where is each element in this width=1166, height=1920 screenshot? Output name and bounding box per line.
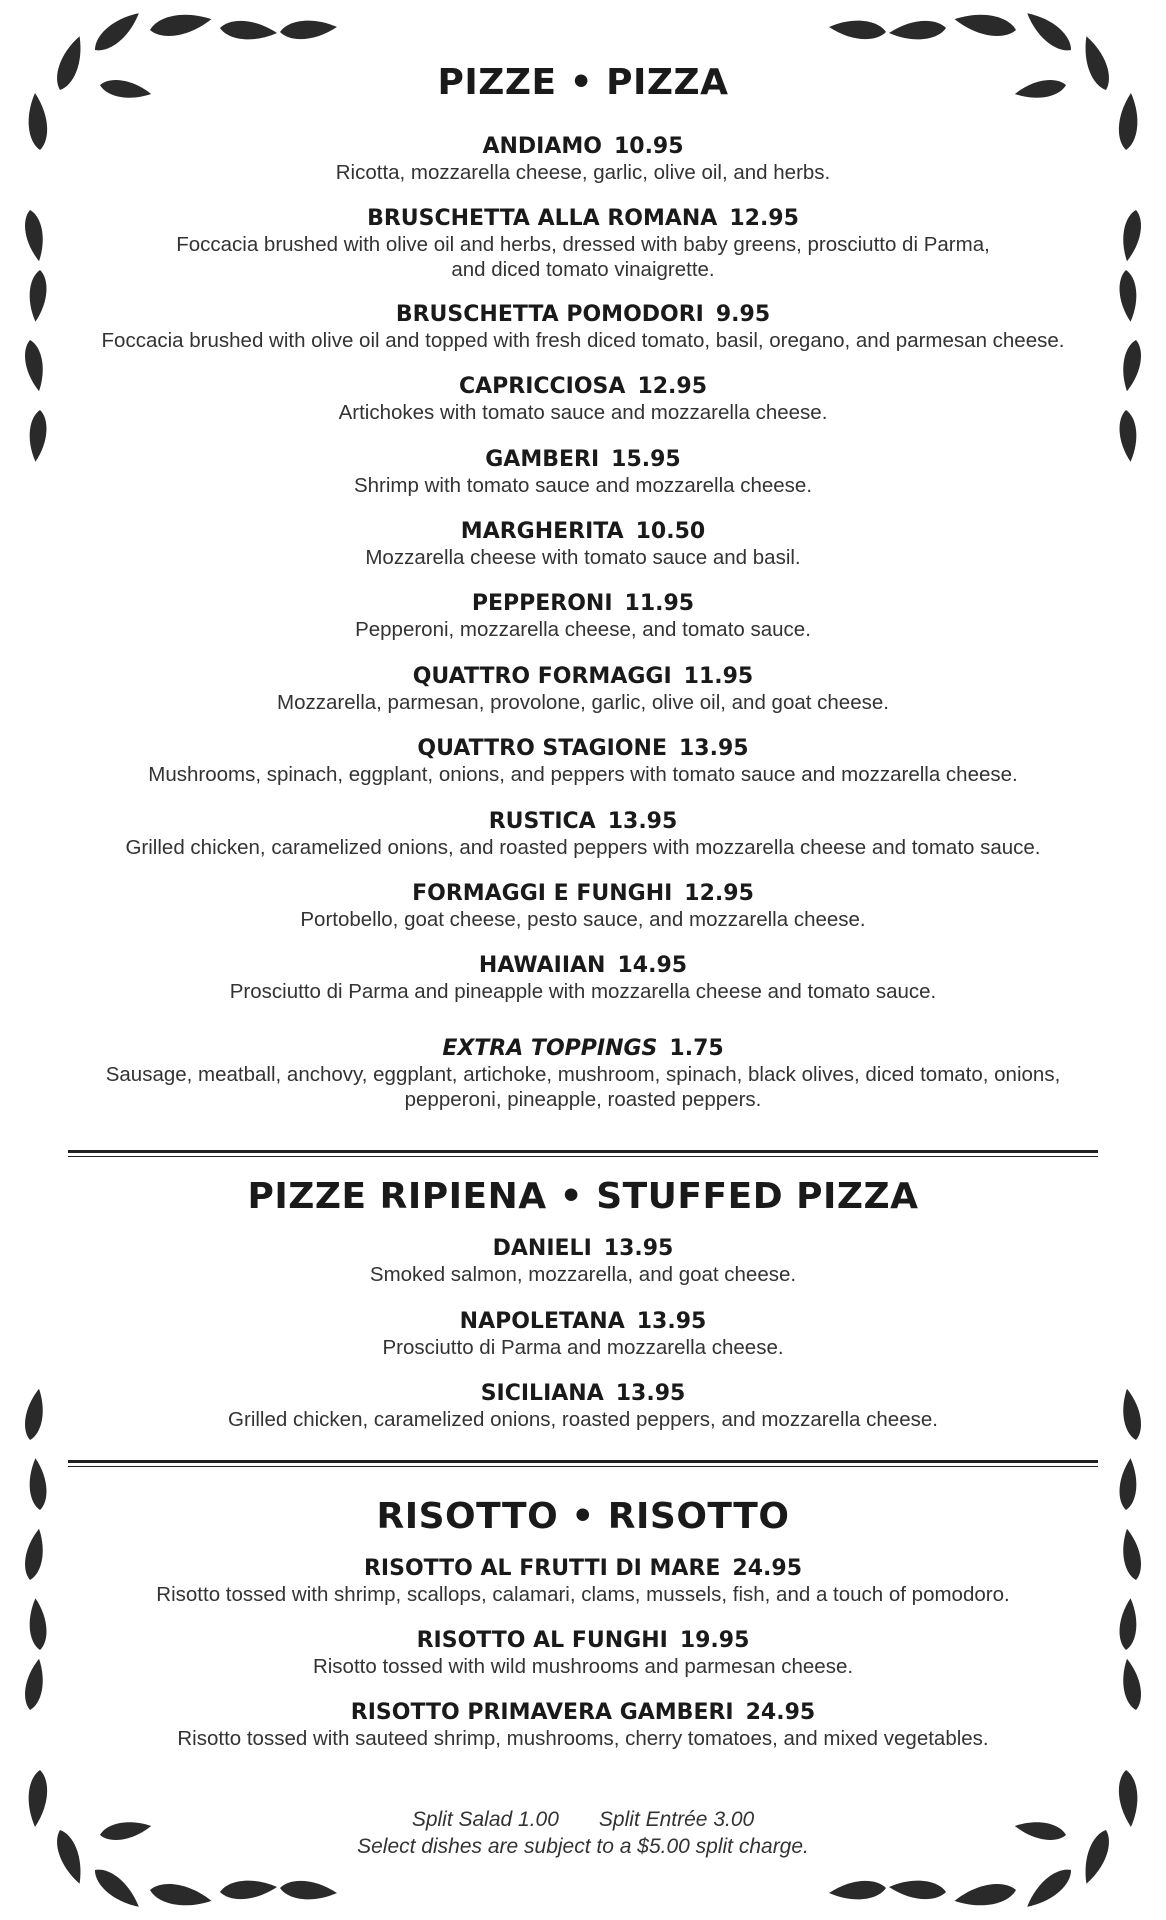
menu-item-name: MARGHERITA	[460, 519, 624, 544]
section-divider	[68, 1460, 1098, 1463]
menu-item	[40, 206, 1126, 282]
menu-item	[40, 881, 1126, 932]
split-entree-charge: Split Entrée 3.00	[598, 1808, 755, 1831]
menu-item-name: ANDIAMO	[482, 134, 602, 159]
menu-item-heading	[40, 809, 1126, 835]
menu-item-description: Artichokes with tomato sauce and mozzarella cheese.	[338, 401, 828, 424]
section-title-stuffed-pizza: PIZZE RIPIENA • STUFFED PIZZA	[247, 1176, 919, 1217]
menu-item-heading	[40, 134, 1126, 160]
menu-item-heading	[40, 374, 1126, 400]
menu-item-price: 15.95	[611, 447, 681, 472]
menu-item-name: GAMBERI	[485, 447, 600, 472]
menu-item-price: 11.95	[624, 591, 695, 616]
menu-item-name: QUATTRO FORMAGGI	[412, 664, 672, 689]
menu-item-name: DANIELI	[492, 1236, 592, 1261]
menu-item-name: BRUSCHETTA POMODORI	[395, 302, 704, 327]
menu-item-description: Risotto tossed with sauteed shrimp, mushrooms, cherry tomatoes, and mixed vegetables.	[177, 1727, 989, 1750]
menu-item	[40, 736, 1126, 787]
menu-item-description: Mushrooms, spinach, eggplant, onions, and peppers with tomato sauce and mozzarella cheese.	[148, 763, 1018, 786]
menu-item-price: 13.95	[607, 809, 678, 834]
menu-item-description: Foccacia brushed with olive oil and topped with fresh diced tomato, basil, oregano, and parmesan cheese.	[101, 329, 1065, 352]
menu-item-heading	[40, 591, 1126, 617]
menu-item-description: Risotto tossed with shrimp, scallops, calamari, clams, mussels, fish, and a touch of pomodoro.	[156, 1583, 1010, 1606]
menu-item	[40, 809, 1126, 860]
menu-item	[40, 374, 1126, 425]
menu-item-heading	[40, 953, 1126, 979]
section-title-risotto: RISOTTO • RISOTTO	[376, 1496, 790, 1537]
section-title-pizza: PIZZE • PIZZA	[437, 62, 729, 103]
menu-item-price: 13.95	[636, 1309, 707, 1334]
menu-item-price: 10.95	[613, 134, 684, 159]
menu-item-heading	[40, 1700, 1126, 1726]
menu-item	[40, 1236, 1126, 1287]
split-charge-footer	[0, 1806, 1166, 1860]
menu-item-heading	[40, 1236, 1126, 1262]
menu-item	[40, 1036, 1126, 1112]
menu-item	[40, 664, 1126, 715]
menu-item-description: Grilled chicken, caramelized onions, and roasted peppers with mozzarella cheese and tomato sauce.	[125, 836, 1041, 859]
menu-item-description: Mozzarella cheese with tomato sauce and basil.	[365, 546, 801, 569]
menu-item-heading	[40, 1556, 1126, 1582]
menu-item-heading	[40, 1628, 1126, 1654]
menu-item-description: Grilled chicken, caramelized onions, roasted peppers, and mozzarella cheese.	[228, 1408, 938, 1431]
menu-item-heading	[40, 206, 1126, 232]
menu-item-heading	[40, 1309, 1126, 1335]
menu-item-price: 9.95	[715, 302, 771, 327]
menu-item-description-continued: pepperoni, pineapple, roasted peppers.	[404, 1088, 762, 1111]
menu-item	[40, 591, 1126, 642]
menu-item-description: Foccacia brushed with olive oil and herbs, dressed with baby greens, prosciutto di Parma,	[176, 233, 990, 256]
menu-item-price: 12.95	[684, 881, 754, 906]
menu-item-heading	[40, 1381, 1126, 1407]
menu-item-name: SICILIANA	[480, 1381, 604, 1406]
menu-item	[40, 1700, 1126, 1751]
menu-item	[40, 134, 1126, 185]
menu-item-name: EXTRA TOPPINGS	[442, 1036, 658, 1061]
menu-item-description: Ricotta, mozzarella cheese, garlic, olive oil, and herbs.	[335, 161, 831, 184]
section-divider	[68, 1150, 1098, 1153]
menu-item-price: 10.50	[635, 519, 706, 544]
menu-item	[40, 519, 1126, 570]
menu-item-name: NAPOLETANA	[459, 1309, 625, 1334]
menu-item-name: RISOTTO AL FUNGHI	[416, 1628, 668, 1653]
menu-item-price: 11.95	[683, 664, 754, 689]
menu-item-name: PEPPERONI	[471, 591, 613, 616]
menu-item-heading	[40, 736, 1126, 762]
menu-item-description: Risotto tossed with wild mushrooms and parmesan cheese.	[312, 1655, 854, 1678]
menu-item-heading	[40, 519, 1126, 545]
menu-item-price: 13.95	[603, 1236, 674, 1261]
menu-item-name: RISOTTO PRIMAVERA GAMBERI	[350, 1700, 734, 1725]
menu-item-description-continued: and diced tomato vinaigrette.	[451, 258, 715, 281]
menu-item-description: Sausage, meatball, anchovy, eggplant, artichoke, mushroom, spinach, black olives, diced tomato, onions,	[105, 1063, 1061, 1086]
menu-item	[40, 302, 1126, 353]
menu-item-name: HAWAIIAN	[478, 953, 606, 978]
menu-item-description: Mozzarella, parmesan, provolone, garlic, olive oil, and goat cheese.	[277, 691, 889, 714]
menu-item	[40, 1628, 1126, 1679]
menu-item-name: QUATTRO STAGIONE	[417, 736, 667, 761]
menu-item-name: RISOTTO AL FRUTTI DI MARE	[363, 1556, 721, 1581]
split-charge-note: Select dishes are subject to a $5.00 split charge.	[357, 1835, 809, 1858]
menu-item	[40, 1309, 1126, 1360]
menu-item-price: 1.75	[669, 1036, 724, 1061]
menu-item-description: Portobello, goat cheese, pesto sauce, and mozzarella cheese.	[300, 908, 866, 931]
menu-item	[40, 953, 1126, 1004]
menu-item-heading	[40, 447, 1126, 473]
menu-item-heading	[40, 302, 1126, 328]
menu-item-heading	[40, 881, 1126, 907]
menu-item-name: FORMAGGI E FUNGHI	[412, 881, 673, 906]
menu-item	[40, 1556, 1126, 1607]
menu-item	[40, 447, 1126, 498]
menu-item-name: BRUSCHETTA ALLA ROMANA	[367, 206, 718, 231]
menu-item-name: CAPRICCIOSA	[458, 374, 626, 399]
menu-item-heading	[40, 1036, 1126, 1062]
menu-item-price: 19.95	[679, 1628, 750, 1653]
menu-item-name: RUSTICA	[488, 809, 596, 834]
menu-item-price: 13.95	[679, 736, 749, 761]
menu-item-price: 12.95	[729, 206, 799, 231]
split-salad-charge: Split Salad 1.00	[411, 1808, 559, 1831]
menu-item-description: Prosciutto di Parma and mozzarella cheese.	[382, 1336, 784, 1359]
menu-item-price: 14.95	[617, 953, 688, 978]
menu-item	[40, 1381, 1126, 1432]
menu-item-description: Smoked salmon, mozzarella, and goat cheese.	[369, 1263, 797, 1286]
menu-item-heading	[40, 664, 1126, 690]
menu-item-price: 12.95	[637, 374, 708, 399]
menu-item-description: Pepperoni, mozzarella cheese, and tomato sauce.	[355, 618, 811, 641]
menu-item-price: 24.95	[745, 1700, 816, 1725]
menu-item-price: 13.95	[615, 1381, 686, 1406]
menu-item-description: Prosciutto di Parma and pineapple with mozzarella cheese and tomato sauce.	[229, 980, 937, 1003]
menu-item-description: Shrimp with tomato sauce and mozzarella cheese.	[353, 474, 813, 497]
menu-item-price: 24.95	[732, 1556, 803, 1581]
